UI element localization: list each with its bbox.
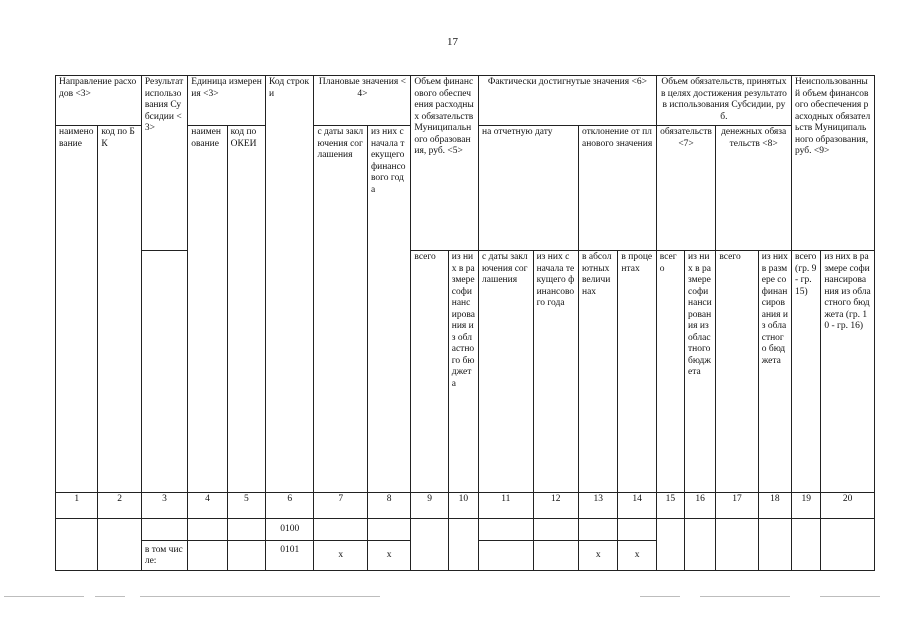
header-row-3 <box>56 251 875 493</box>
column-number-row <box>56 493 875 519</box>
header-otklonenie: отклонение от планового значения <box>579 126 657 251</box>
header-vsego: всего <box>411 251 448 493</box>
header-v-absolyutnyh: в абсолютных величинах <box>579 251 618 493</box>
header-napravlenie: Направление расходов <3> <box>56 76 142 126</box>
col-num: 10 <box>448 493 478 519</box>
header-neispolz: Неиспользованный объем финансового обеспечения расходных обязательств Муниципального образования, руб. <9> <box>792 76 875 251</box>
header-vsego-gr: всего (гр. 9 - гр. 15) <box>792 251 821 493</box>
scan-artifact-line <box>0 596 905 602</box>
x-mark: x <box>579 541 618 571</box>
header-vsego-2: всего <box>656 251 684 493</box>
header-naimenovanie-ed: наименование <box>188 126 227 493</box>
header-rezultat: Результат использования Субсидии <3> <box>141 76 187 251</box>
header-denezhnyh: денежных обязательств <8> <box>716 126 792 251</box>
col-num: 17 <box>716 493 758 519</box>
col-num: 7 <box>314 493 368 519</box>
header-planovye: Плановые значения <4> <box>314 76 411 126</box>
header-kod-po-bk: код по БК <box>98 126 141 493</box>
header-vsego-3: всего <box>716 251 758 493</box>
col-num: 20 <box>821 493 875 519</box>
header-s-daty-zakl-2: с даты заключения соглашения <box>479 251 534 493</box>
subsidy-report-table <box>55 75 875 571</box>
col-num: 3 <box>141 493 187 519</box>
x-mark: x <box>314 541 368 571</box>
col-num: 15 <box>656 493 684 519</box>
col-num: 6 <box>266 493 314 519</box>
header-iz-nih-sofinans: из них в размере софинансирования из областного бюджета <box>758 251 791 493</box>
col-num: 12 <box>533 493 578 519</box>
col-num: 11 <box>479 493 534 519</box>
header-edinica: Единица измерения <3> <box>188 76 266 126</box>
header-kod-po-okei: код по ОКЕИ <box>227 126 265 493</box>
col-num: 8 <box>367 493 410 519</box>
col-num: 14 <box>618 493 656 519</box>
row-label: в том числе: <box>141 541 187 571</box>
col-num: 1 <box>56 493 98 519</box>
header-iz-nih-s-nachala-2: из них с начала текущего финансового года <box>533 251 578 493</box>
x-mark: x <box>367 541 410 571</box>
header-iz-nih-sofin: из них в размере софинансирования из областного бюджета <box>448 251 478 493</box>
col-num: 18 <box>758 493 791 519</box>
col-num: 2 <box>98 493 141 519</box>
header-iz-nih-s-nachala: из них с начала текущего финансового года <box>367 126 410 493</box>
header-obem-obyaz: Объем обязательств, принятых в целях достижения результатов использования Субсидии, руб. <box>656 76 791 126</box>
header-iz-nih-sofin-2: из них в размере софинансирования из областного бюджета <box>685 251 716 493</box>
col-num: 16 <box>685 493 716 519</box>
header-s-daty-zakl: с даты заключения соглашения <box>314 126 368 493</box>
row-code: 0100 <box>266 519 314 541</box>
col-num: 13 <box>579 493 618 519</box>
header-obem-fin: Объем финансового обеспечения расходных обязательств Муниципального образования, руб. <5> <box>411 76 479 251</box>
x-mark: x <box>618 541 656 571</box>
header-row-1 <box>56 76 875 126</box>
row-code: 0101 <box>266 541 314 571</box>
header-obyazatelstv: обязательств <7> <box>656 126 716 251</box>
col-num: 5 <box>227 493 265 519</box>
col-num: 9 <box>411 493 448 519</box>
header-na-otchetnuyu: на отчетную дату <box>479 126 579 251</box>
col-num: 19 <box>792 493 821 519</box>
header-kod-stroki: Код строки <box>266 76 314 493</box>
header-fakt: Фактически достигнутые значения <6> <box>479 76 657 126</box>
page-number: 17 <box>447 36 458 48</box>
header-iz-nih-sofin-gr: из них в размере софинансирования из областного бюджета (гр. 10 - гр. 16) <box>821 251 875 493</box>
table-row <box>56 519 875 541</box>
header-v-procentah: в процентах <box>618 251 656 493</box>
col-num: 4 <box>188 493 227 519</box>
header-naimenovanie: наименование <box>56 126 98 493</box>
